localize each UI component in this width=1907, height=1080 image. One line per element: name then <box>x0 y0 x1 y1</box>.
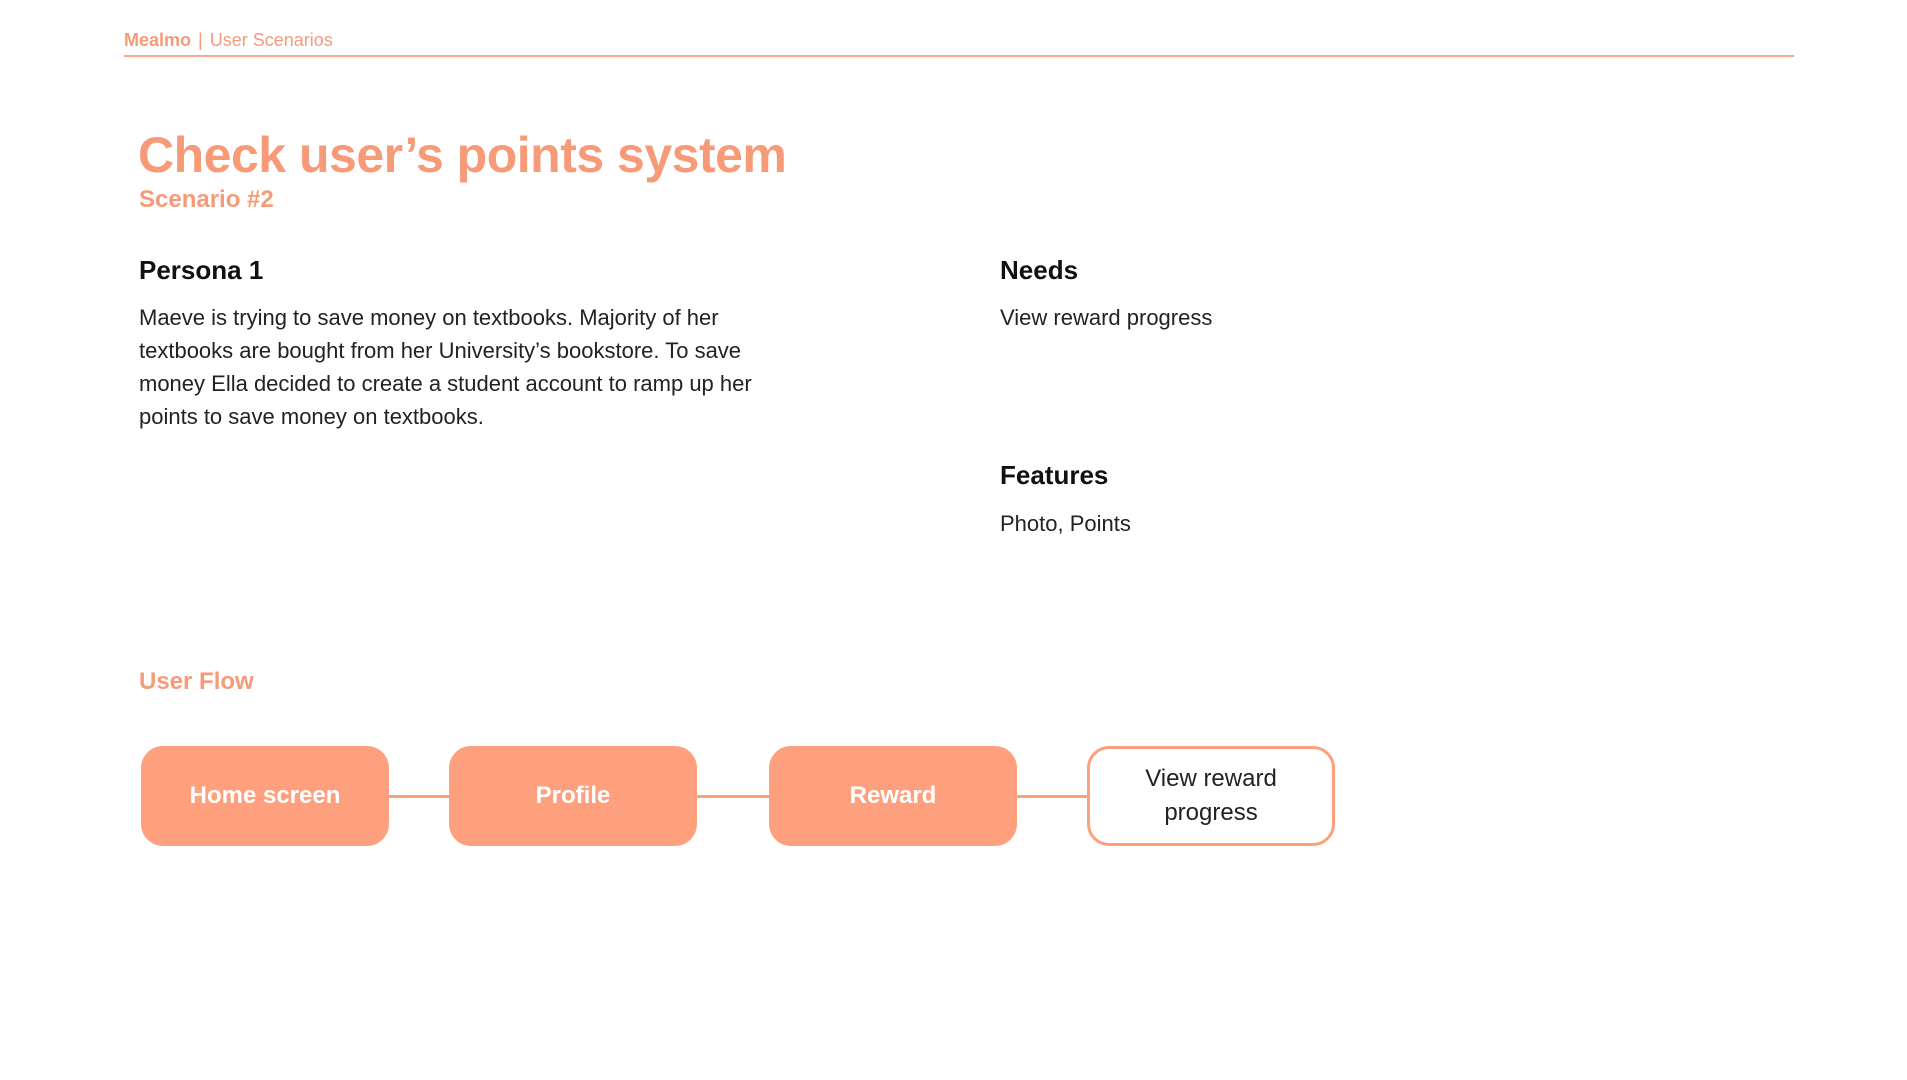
flow-connector <box>389 795 451 798</box>
page-header <box>124 30 1794 57</box>
flow-connector <box>1017 795 1089 798</box>
persona-description: Maeve is trying to save money on textbooks. Majority of her textbooks are bought from her University’s bookstore. To save money Ella decided to create a student account to ramp up her points to save money on textbooks. <box>139 305 752 429</box>
brand-name: Mealmo <box>124 30 192 50</box>
user-flow-label: User Flow <box>139 668 254 695</box>
flow-step-reward <box>769 746 1017 846</box>
page-title: Check user’s points system <box>138 127 787 183</box>
header-section: User Scenarios <box>209 30 333 50</box>
flow-connector <box>697 795 771 798</box>
flow-step-profile <box>449 746 697 846</box>
flow-step-home-screen <box>141 746 389 846</box>
features-text: Photo, Points <box>1000 511 1131 536</box>
header-separator: | <box>198 30 203 50</box>
features-heading: Features <box>1000 460 1109 490</box>
persona-heading: Persona 1 <box>139 255 264 285</box>
flow-step-view-reward-progress <box>1087 746 1335 846</box>
needs-heading: Needs <box>1000 255 1079 285</box>
flow-step-label: Profile <box>535 782 611 809</box>
flow-step-label: View reward progress <box>1145 765 1277 826</box>
needs-text: View reward progress <box>1000 305 1213 330</box>
flow-step-label: Home screen <box>189 782 341 809</box>
scenario-number: Scenario #2 <box>139 186 274 213</box>
flow-step-label: Reward <box>849 782 937 809</box>
